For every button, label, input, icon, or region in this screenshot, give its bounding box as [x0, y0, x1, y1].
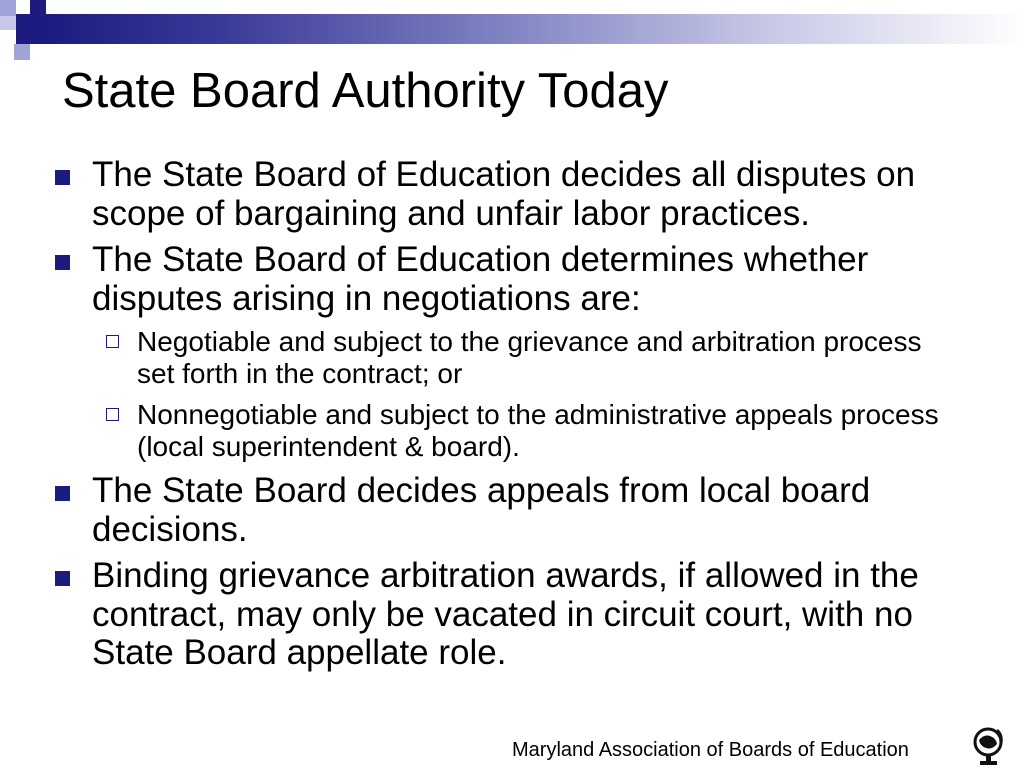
slide-title: State Board Authority Today: [62, 64, 669, 118]
decor-square-light: [14, 44, 30, 60]
hollow-square-bullet-icon: [106, 408, 119, 421]
hollow-square-bullet-icon: [106, 335, 119, 348]
decor-square-light: [0, 16, 16, 30]
globe-lamp-icon: [970, 726, 1008, 768]
sub-bullet-item: [55, 399, 955, 463]
sub-bullet-text: Negotiable and subject to the grievance and arbitration process set forth in the contract; or: [137, 326, 922, 389]
footer-organization: Maryland Association of Boards of Education: [512, 739, 909, 761]
sub-bullet-text: Nonnegotiable and subject to the administrative appeals process (local superintendent & board).: [137, 399, 939, 462]
square-bullet-icon: [55, 486, 70, 501]
decor-square-dark: [16, 14, 48, 44]
bullet-item: [55, 472, 955, 549]
square-bullet-icon: [55, 255, 70, 270]
bullet-text: The State Board of Education determines whether disputes arising in negotiations are:: [92, 240, 869, 318]
square-bullet-icon: [55, 170, 70, 185]
bullet-text: The State Board of Education decides all disputes on scope of bargaining and unfair labor practices.: [92, 155, 916, 233]
sub-bullet-list: [55, 326, 955, 463]
bullet-text: Binding grievance arbitration awards, if allowed in the contract, may only be vacated in circuit court, with no State Board appellate role.: [92, 556, 919, 672]
header-gradient-band: [48, 14, 1024, 44]
bullet-text: The State Board decides appeals from local board decisions.: [92, 471, 871, 549]
bullet-item: [55, 241, 955, 318]
bullet-list: [55, 156, 955, 681]
bullet-item: [55, 557, 955, 673]
sub-bullet-item: [55, 326, 955, 390]
square-bullet-icon: [55, 571, 70, 586]
decor-square-light: [0, 0, 16, 16]
bullet-item: [55, 156, 955, 233]
